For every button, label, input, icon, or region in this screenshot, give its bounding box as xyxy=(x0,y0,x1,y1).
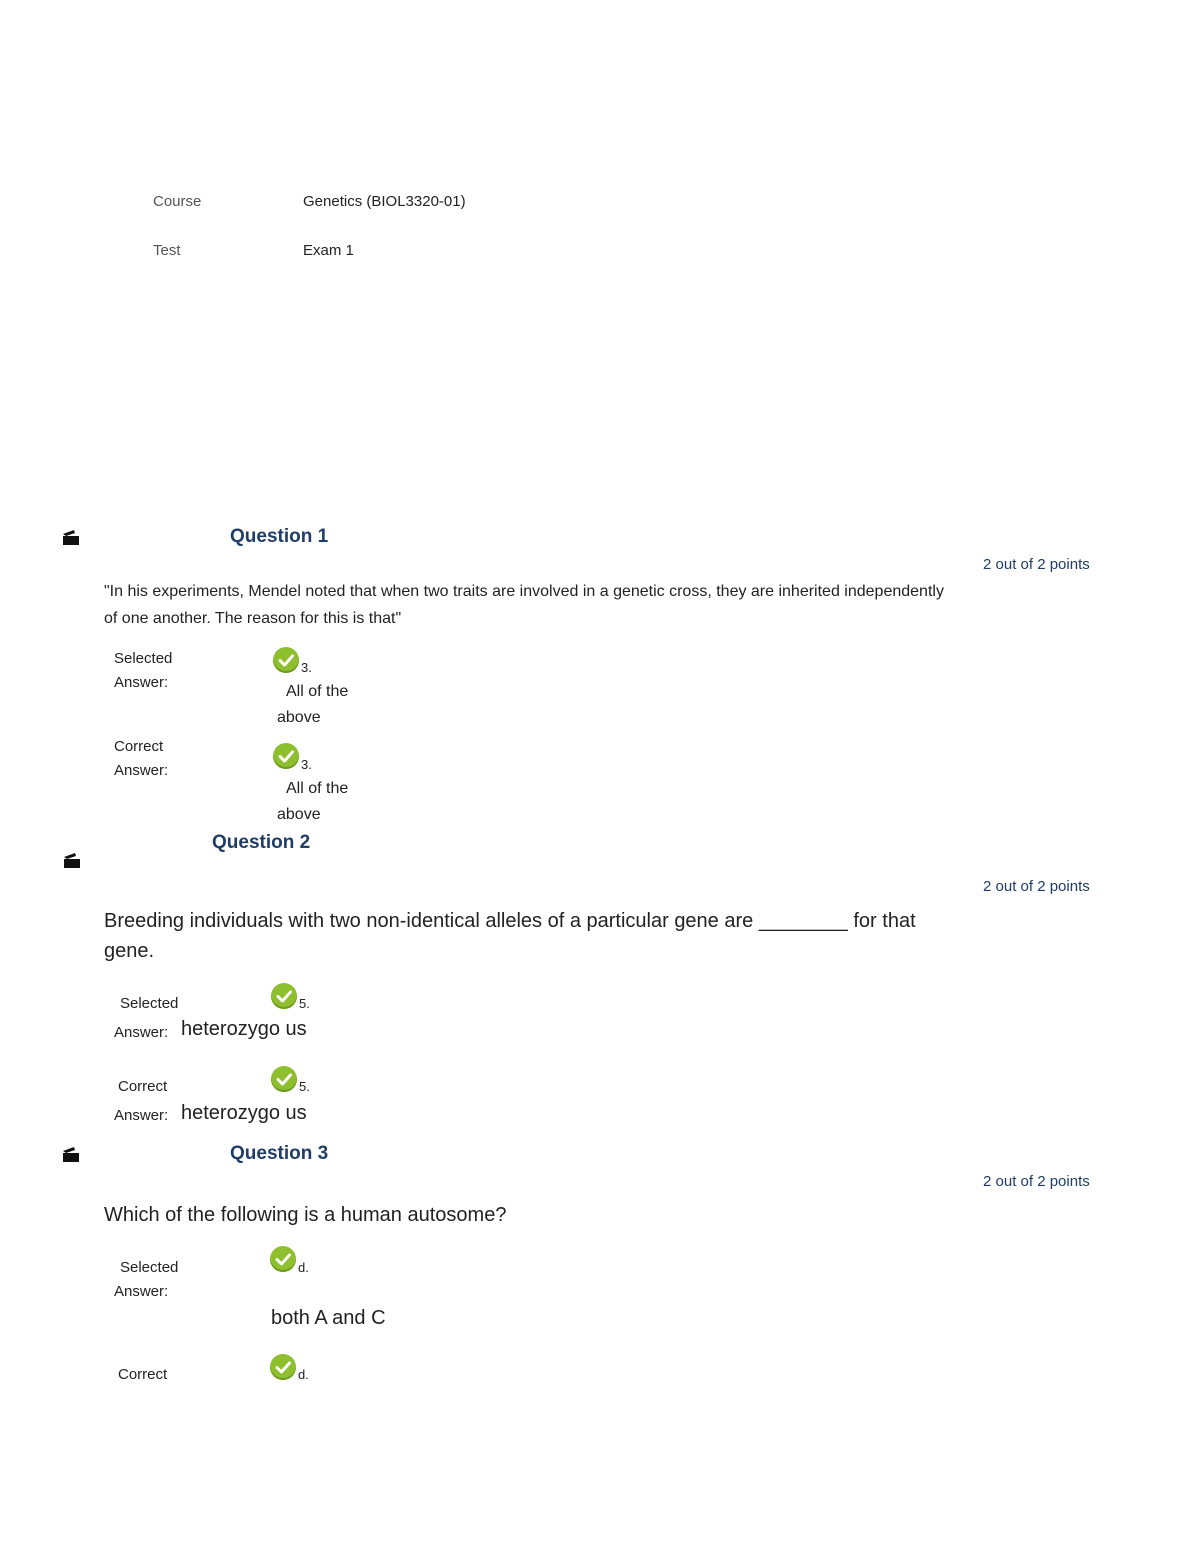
selected-answer-number: d. xyxy=(298,1260,309,1275)
selected-answer-label: Answer: xyxy=(114,1024,169,1041)
selected-answer-number: 3. xyxy=(301,660,312,675)
correct-answer-text: All of the above xyxy=(277,780,349,823)
correct-answer-text: heterozygo us xyxy=(181,1102,307,1124)
question-points: 2 out of 2 points xyxy=(983,878,1090,895)
correct-check-icon xyxy=(270,1246,296,1272)
question-title: Question 1 xyxy=(230,526,329,547)
test-label: Test xyxy=(153,242,181,259)
test-value: Exam 1 xyxy=(303,242,354,259)
question-text: Which of the following is a human autosome? xyxy=(104,1204,507,1226)
course-label: Course xyxy=(153,193,202,210)
selected-answer-text: both A and C xyxy=(271,1307,386,1329)
correct-answer-label: Correct xyxy=(118,1366,168,1383)
question-marker-icon xyxy=(63,851,81,869)
selected-answer-number: 5. xyxy=(299,996,310,1011)
selected-answer-text: heterozygo us xyxy=(181,1018,307,1040)
question-text: Breeding individuals with two non-identical alleles of a particular gene are ________ for that gene. xyxy=(104,910,916,962)
question-points: 2 out of 2 points xyxy=(983,1173,1090,1190)
question-points: 2 out of 2 points xyxy=(983,556,1090,573)
correct-answer-number: d. xyxy=(298,1367,309,1382)
question-title: Question 2 xyxy=(212,832,311,853)
correct-answer-label: Correct Answer: xyxy=(114,738,169,779)
correct-answer-label: Correct xyxy=(118,1078,168,1095)
correct-check-icon xyxy=(270,1354,296,1380)
correct-answer-number: 3. xyxy=(301,757,312,772)
selected-answer-text: All of the above xyxy=(277,683,349,726)
question-marker-icon xyxy=(62,528,80,546)
selected-answer-label: Selected xyxy=(120,995,179,1012)
correct-check-icon xyxy=(271,983,297,1009)
selected-answer-label: Selected Answer: xyxy=(114,1259,179,1300)
course-value: Genetics (BIOL3320-01) xyxy=(303,193,466,210)
correct-check-icon xyxy=(273,743,299,769)
correct-answer-label: Answer: xyxy=(114,1107,169,1124)
correct-answer-number: 5. xyxy=(299,1079,310,1094)
correct-check-icon xyxy=(271,1066,297,1092)
correct-check-icon xyxy=(273,647,299,673)
question-title: Question 3 xyxy=(230,1143,329,1164)
question-marker-icon xyxy=(62,1145,80,1163)
question-text: "In his experiments, Mendel noted that when two traits are involved in a genetic cross, they are inherited independently of one another. The reason for this is that" xyxy=(104,583,944,627)
selected-answer-label: Selected Answer: xyxy=(114,650,173,691)
